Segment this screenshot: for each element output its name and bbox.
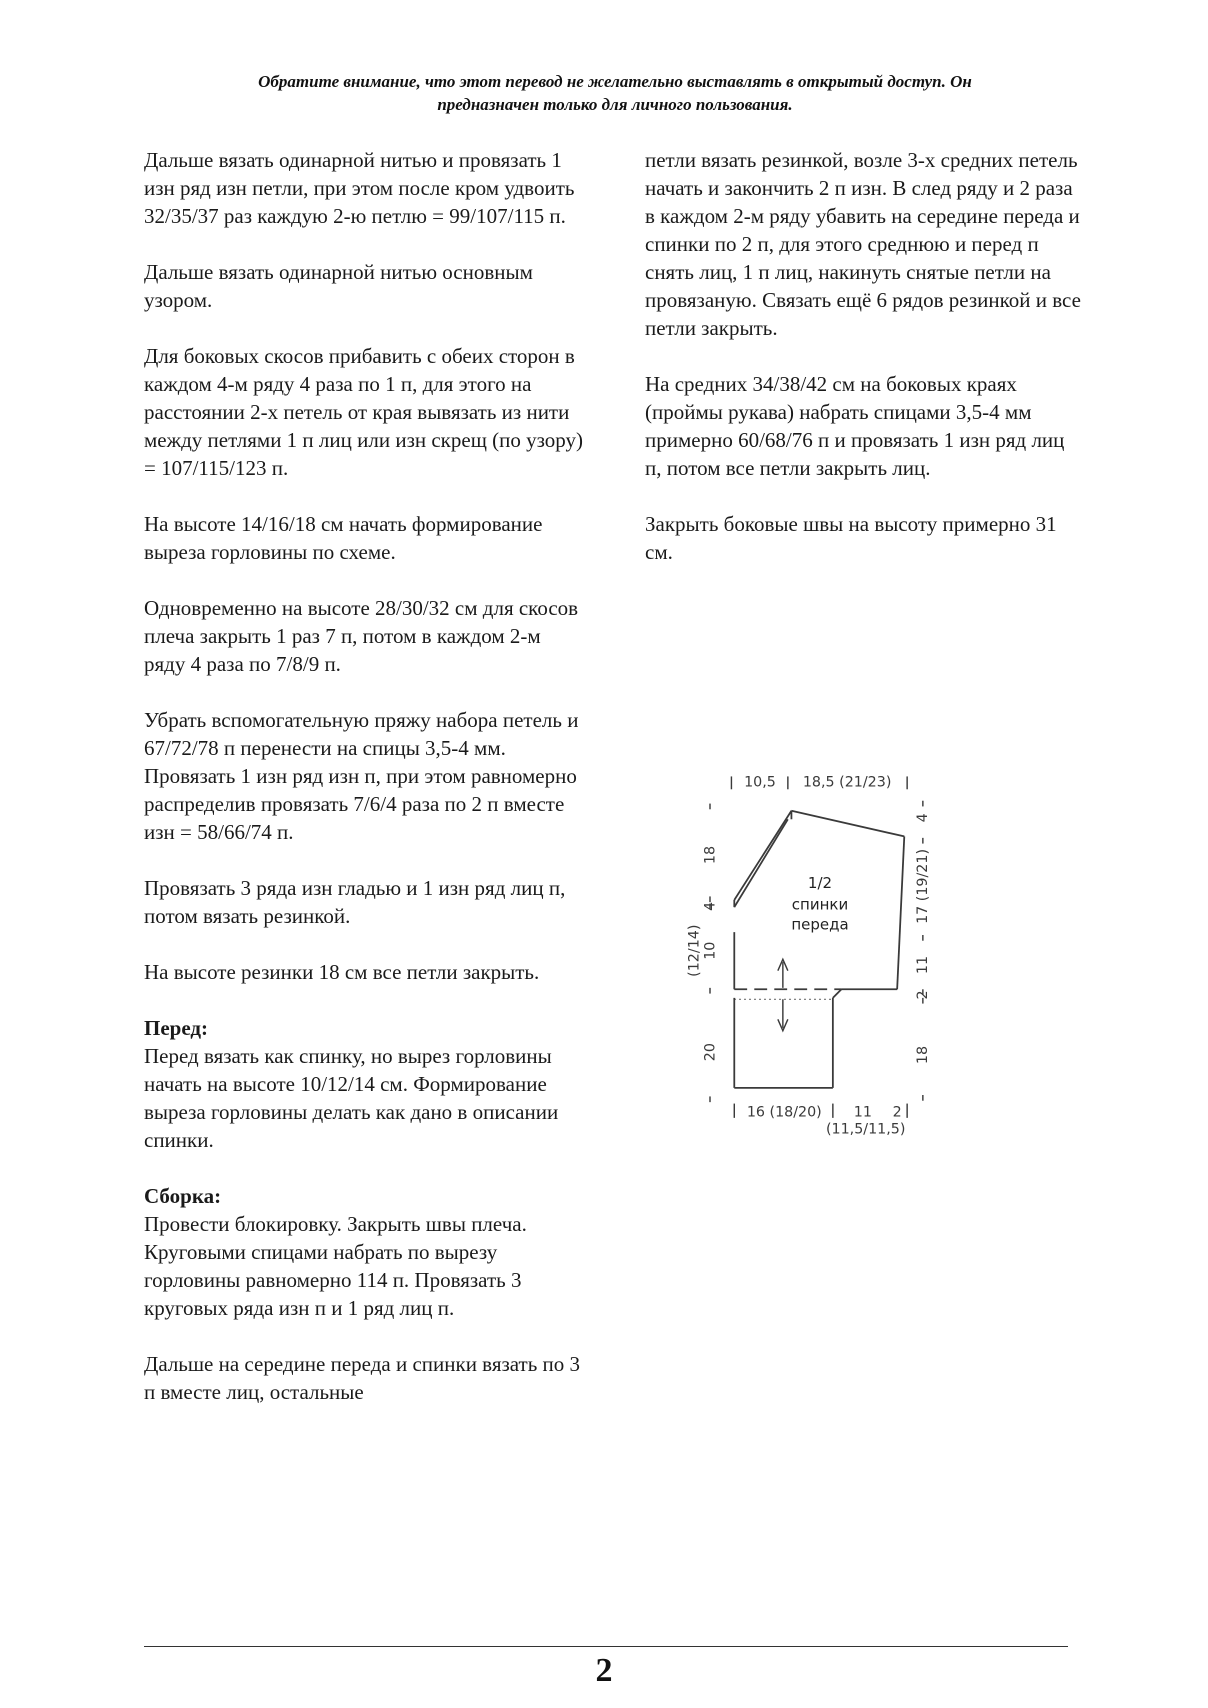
schematic-neck-outer: [734, 811, 791, 900]
dim-left-4: 4: [702, 901, 719, 911]
assembly-heading: Сборка:: [144, 1184, 222, 1208]
schematic-label-line: переда: [791, 915, 849, 934]
paragraph: На средних 34/38/42 см на боковых краях (проймы рукава) набрать спицами 3,5-4 мм примерно 60/68/76 п и провязать 1 изн ряд лиц п, потом все петли закрыть лиц.: [645, 372, 1065, 480]
paragraph: На высоте 14/16/18 см начать формирование выреза горловины по схеме.: [144, 512, 543, 564]
notice-line-2: предназначен только для личного пользования.: [437, 95, 793, 114]
paragraph: Для боковых скосов прибавить с обеих сторон в каждом 4-м ряду 4 раза по 1 п, для этого на расстоянии 2-х петель от края вывязать из нити между петлями 1 п лиц или изн скрещ (по узору) = 107/115/123 п.: [144, 344, 583, 480]
schematic-label-line: 1/2: [807, 873, 833, 892]
front-heading: Перед:: [144, 1016, 208, 1040]
dim-left-12-14: (12/14): [686, 924, 703, 977]
paragraph: Провести блокировку. Закрыть швы плеча. Круговыми спицами набрать по вырезу горловины равномерно 114 п. Провязать 3 круговых ряда изн п и 1 ряд лиц п.: [144, 1212, 527, 1320]
dim-bottom-alt: (11,5/11,5): [825, 1121, 906, 1138]
copyright-notice: [120, 70, 1110, 116]
dim-bottom-11: 11: [853, 1104, 872, 1121]
dim-right-11: 11: [915, 955, 932, 975]
paragraph: Одновременно на высоте 28/30/32 см для скосов плеча закрыть 1 раз 7 п, потом в каждом 2-м ряду 4 раза по 7/8/9 п.: [144, 596, 579, 676]
garment-schematic: [686, 774, 1100, 1310]
paragraph: Перед вязать как спинку, но вырез горловины начать на высоте 10/12/14 см. Формирование выреза горловины делать как дано в описании спинки.: [144, 1044, 559, 1152]
dim-left-18: 18: [702, 845, 719, 865]
page-number: 2: [595, 1652, 613, 1689]
paragraph: На высоте резинки 18 см все петли закрыть.: [144, 960, 540, 984]
schematic-armhole-side: [897, 836, 904, 989]
dim-top-right: 18,5 (21/23): [802, 774, 892, 791]
dim-right-4: 4: [915, 813, 932, 823]
schematic-neck-inner: [734, 819, 788, 907]
right-column: [645, 146, 1085, 594]
paragraph: Дальше на середине переда и спинки вязать по 3 п вместе лиц, остальные: [144, 1352, 581, 1404]
notice-line-1: Обратите внимание, что этот перевод не желательно выставлять в открытый доступ. Он: [258, 72, 972, 91]
schematic-svg: [686, 774, 1020, 1260]
paragraph: Дальше вязать одинарной нитью и провязать 1 изн ряд изн петли, при этом после кром удвоить 32/35/37 раз каждую 2-ю петлю = 99/107/115 п.: [144, 148, 575, 228]
left-column: [144, 146, 584, 1406]
schematic-label-line: спинки: [791, 895, 849, 914]
paragraph: Убрать вспомогательную пряжу набора петель и 67/72/78 п перенести на спицы 3,5-4 мм. Провязать 1 изн ряд изн п, при этом равномерно распределив провязать 7/6/4 раза по 2 п вместе изн = 58/66/74 п.: [144, 708, 579, 844]
paragraph: Провязать 3 ряда изн гладью и 1 изн ряд лиц п, потом вязать резинкой.: [144, 876, 566, 928]
paragraph: петли вязать резинкой, возле 3-х средних петель начать и закончить 2 п изн. В след ряду и 2 раза в каждом 2-м ряду убавить на середине переда и спинки по 2 п, для этого среднюю и перед п снять лиц, 1 п лиц, накинуть снятые петли на провязаную. Связать ещё 6 рядов резинкой и все петли закрыть.: [645, 148, 1081, 340]
schematic-step: [833, 989, 842, 998]
paragraph: Дальше вязать одинарной нитью основным узором.: [144, 260, 533, 312]
footer-rule: [144, 1646, 1068, 1647]
dim-bottom-16: 16 (18/20): [746, 1104, 822, 1121]
dim-right-2: 2: [915, 990, 932, 1000]
dim-left-20: 20: [702, 1043, 719, 1062]
paragraph: Закрыть боковые швы на высоту примерно 31 см.: [645, 512, 1057, 564]
dim-right-17: 17 (19/21): [915, 848, 932, 924]
dim-right-18: 18: [915, 1045, 932, 1065]
dim-left-10: 10: [702, 941, 719, 960]
dim-bottom-2: 2: [892, 1104, 902, 1121]
dim-top-left: 10,5: [744, 774, 776, 791]
schematic-shoulder-slope: [791, 811, 904, 837]
